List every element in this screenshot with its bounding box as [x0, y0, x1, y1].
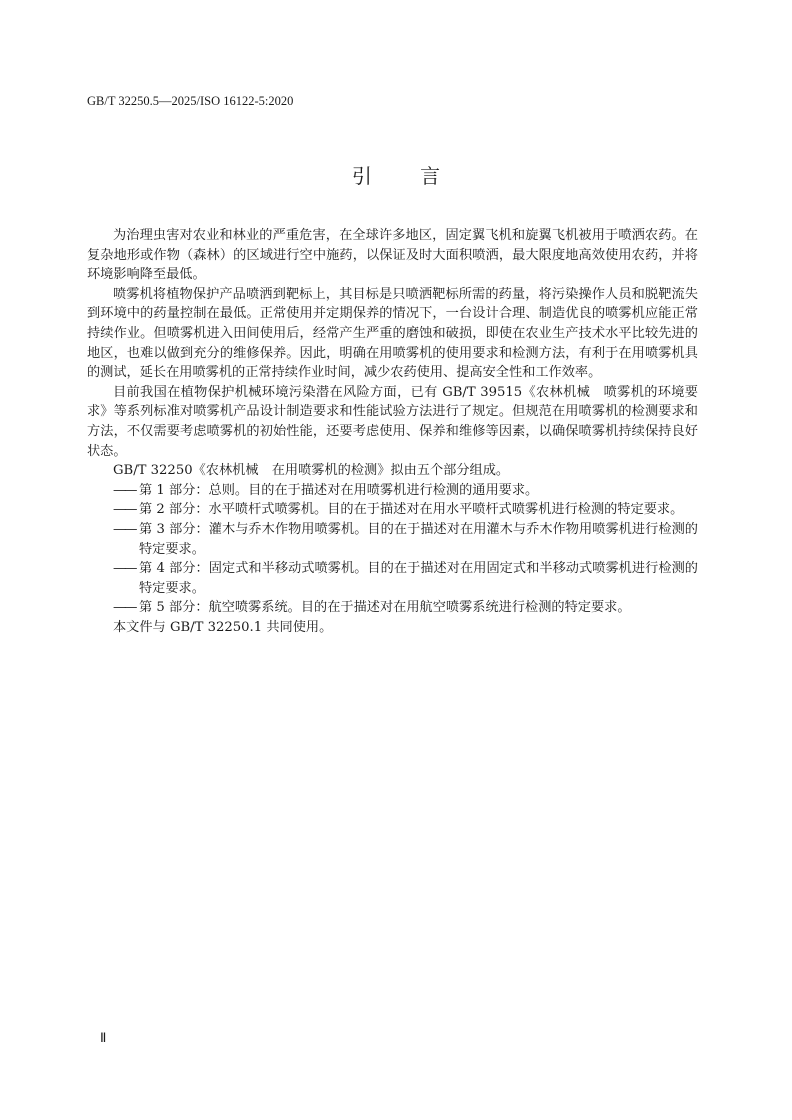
list-item-part-2 — [87, 500, 698, 520]
page-title — [0, 160, 792, 189]
list-item-text: 第 2 部分：水平喷杆式喷雾机。目的在于描述对在用水平喷杆式喷雾机进行检测的特定要求。 — [139, 502, 684, 518]
closing-paragraph: 本文件与 GB/T 32250.1 共同使用。 — [113, 619, 333, 635]
standard-number-header: GB/T 32250.5—2025/ISO 16122-5:2020 — [87, 94, 294, 108]
list-item-text: 第 5 部分：航空喷雾系统。目的在于描述对在用航空喷雾系统进行检测的特定要求。 — [139, 600, 631, 616]
paragraph-2: 喷雾机将植物保护产品喷洒到靶标上，其目标是只喷洒靶标所需的药量，将污染操作人员和脱靶流失到环境中的药量控制在最低。正常使用并定期保养的情况下，一台设计合理、制造优良的喷雾机应能正常持续作业。但喷雾机进入田间使用后，经常产生严重的磨蚀和破损，即使在农业生产技术水平比较先进的地区，也难以做到充分的维修保养。因此，明确在用喷雾机的使用要求和检测方法，有利于在用喷雾机具的测试，延长在用喷雾机的正常持续作业时间，减少农药使用、提高安全性和工作效率。 — [87, 286, 698, 381]
list-item-text: 第 3 部分：灌木与乔木作物用喷雾机。目的在于描述对在用灌木与乔木作物用喷雾机进行检测的特定要求。 — [139, 521, 698, 557]
introduction-body — [87, 226, 698, 637]
list-dash: —— — [113, 521, 136, 537]
page-number: Ⅱ — [100, 1030, 107, 1045]
list-dash: —— — [113, 502, 136, 518]
list-item-part-4 — [87, 559, 698, 598]
list-dash: —— — [113, 482, 136, 498]
paragraph-4: GB/T 32250《农林机械 在用喷雾机的检测》拟由五个部分组成。 — [113, 463, 510, 479]
title-char-1: 引 — [351, 164, 372, 188]
list-dash: —— — [113, 561, 136, 577]
paragraph-1: 为治理虫害对农业和林业的严重危害，在全球许多地区，固定翼飞机和旋翼飞机被用于喷洒农药。在复杂地形或作物（森林）的区域进行空中施药，以保证及时大面积喷洒，最大限度地高效使用农药，并将环境影响降至最低。 — [87, 228, 698, 283]
list-item-text: 第 4 部分：固定式和半移动式喷雾机。目的在于描述对在用固定式和半移动式喷雾机进行检测的特定要求。 — [139, 561, 698, 596]
list-item-text: 第 1 部分：总则。目的在于描述对在用喷雾机进行检测的通用要求。 — [139, 482, 539, 498]
title-char-2: 言 — [420, 164, 441, 188]
list-item-part-5 — [87, 598, 698, 618]
list-item-part-3 — [87, 520, 698, 559]
paragraph-3: 目前我国在植物保护机械环境污染潜在风险方面，已有 GB/T 39515《农林机械 喷雾机的环境要求》等系列标准对喷雾机产品设计制造要求和性能试验方法进行了规定。但规范在用喷雾机的检测要求和方法，不仅需要考虑喷雾机的初始性能，还要考虑使用、保养和维修等因素，以确保喷雾机持续保持良好状态。 — [87, 384, 698, 459]
list-dash: —— — [113, 600, 136, 616]
list-item-part-1 — [87, 481, 698, 501]
